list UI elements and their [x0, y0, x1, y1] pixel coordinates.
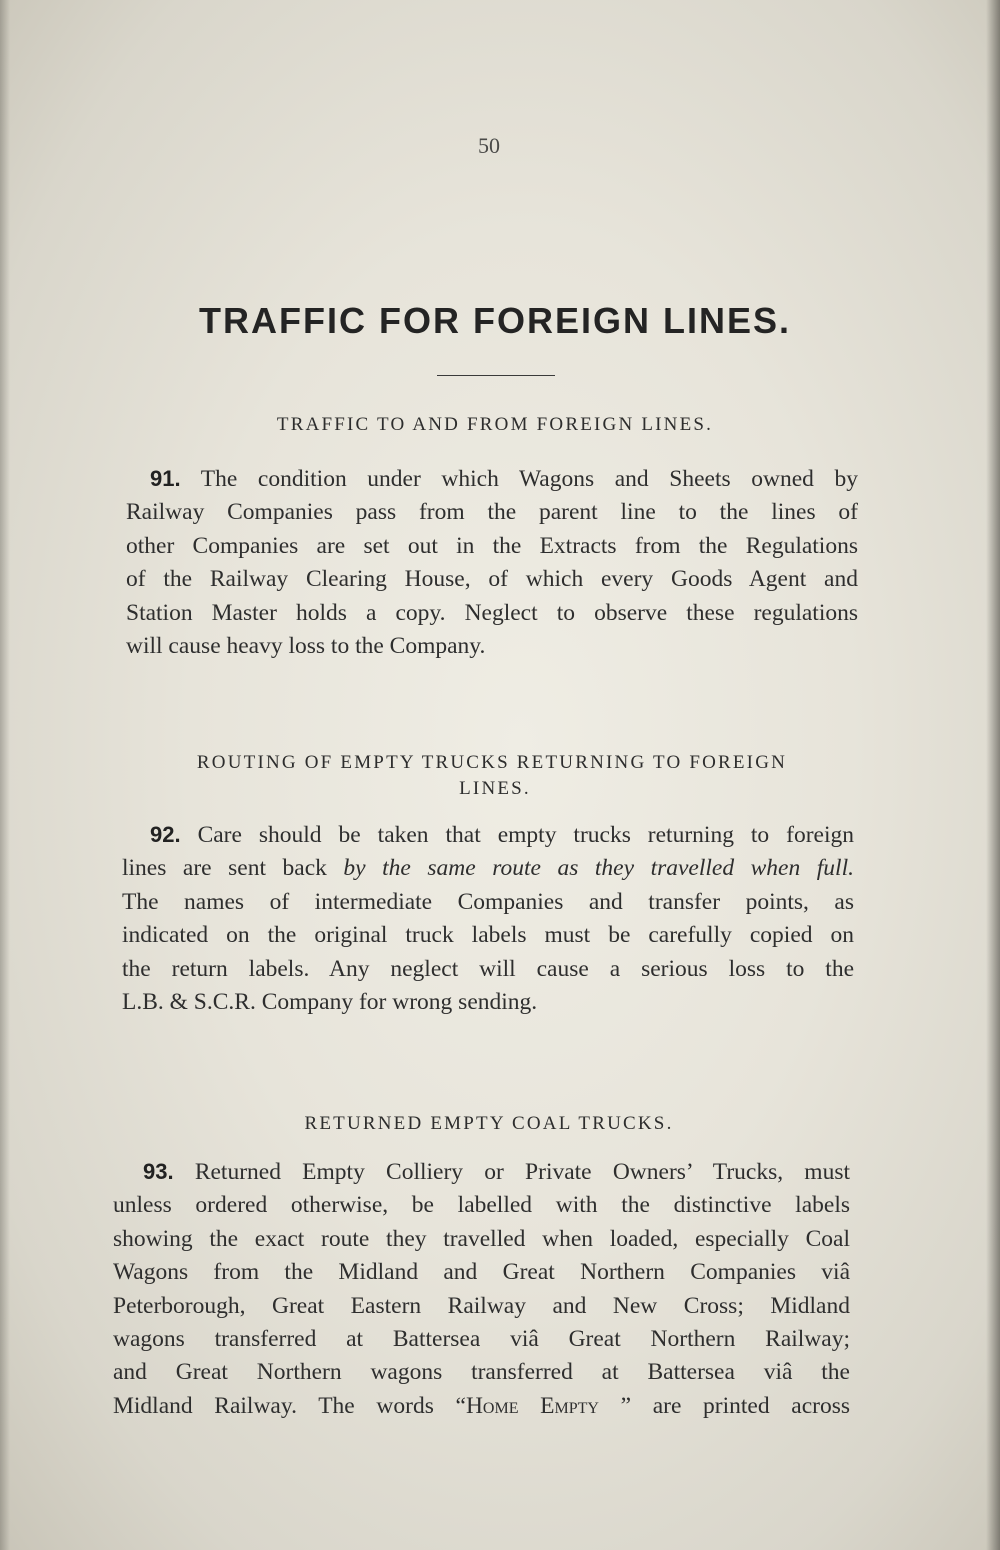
paragraph-line: unless ordered otherwise, be labelled with the distinctive labels [113, 1192, 850, 1219]
section-heading-91: TRAFFIC TO AND FROM FOREIGN LINES. [276, 414, 714, 435]
section-heading-92-line2: LINES. [459, 778, 531, 799]
section-heading-92-line1: ROUTING OF EMPTY TRUCKS RETURNING TO FOREIGN [196, 752, 788, 773]
paragraph-line: showing the exact route they travelled when loaded, especially Coal [113, 1225, 850, 1252]
paragraph-line: 91. The condition under which Wagons and Sheets owned by [150, 466, 858, 492]
paragraph-line: lines are sent back by the same route as they travelled when full. [122, 855, 854, 882]
paragraph-line: L.B. & S.C.R. Company for wrong sending. [122, 989, 538, 1016]
paragraph-number: 92. [150, 822, 181, 847]
paragraph-line: Wagons from the Midland and Great Northern Companies viâ [113, 1259, 850, 1286]
paragraph-line: 93. Returned Empty Colliery or Private Owners’ Trucks, must [143, 1159, 851, 1185]
paragraph-line: Midland Railway. The words “Home Empty ” are printed across [113, 1392, 851, 1419]
paragraph-line: Peterborough, Great Eastern Railway and New Cross; Midland [113, 1292, 850, 1319]
paragraph-line: the return labels. Any neglect will cause a serious loss to the [122, 955, 854, 982]
page-number: 50 [478, 133, 500, 158]
paragraph-number: 91. [150, 466, 181, 491]
paragraph-line: other Companies are set out in the Extracts from the Regulations [126, 532, 858, 559]
paragraph-92 [122, 818, 854, 1019]
paragraph-line: indicated on the original truck labels must be carefully copied on [122, 922, 854, 949]
small-caps-text: Home Empty [465, 1392, 599, 1419]
paragraph-line: wagons transferred at Battersea viâ Great Northern Railway; [113, 1326, 850, 1353]
emphasis-text: by the same route as they travelled when full. [343, 855, 854, 882]
paragraph-line: will cause heavy loss to the Company. [126, 633, 486, 660]
paragraph-93 [113, 1155, 850, 1423]
page-title: TRAFFIC FOR FOREIGN LINES. [199, 300, 791, 341]
paragraph-line: The names of intermediate Companies and transfer points, as [122, 888, 854, 915]
paragraph-line: of the Railway Clearing House, of which every Goods Agent and [126, 566, 858, 593]
page-right-shadow [986, 0, 1000, 1550]
paragraph-91 [126, 462, 858, 663]
paragraph-line: Railway Companies pass from the parent line to the lines of [126, 499, 858, 526]
title-divider [437, 375, 555, 376]
paragraph-line: Station Master holds a copy. Neglect to observe these regulations [126, 599, 858, 626]
paragraph-number: 93. [143, 1159, 174, 1184]
section-heading-93: RETURNED EMPTY COAL TRUCKS. [304, 1113, 674, 1134]
paragraph-line: 92. Care should be taken that empty trucks returning to foreign [150, 822, 855, 848]
paragraph-line: and Great Northern wagons transferred at Battersea viâ the [113, 1359, 850, 1386]
